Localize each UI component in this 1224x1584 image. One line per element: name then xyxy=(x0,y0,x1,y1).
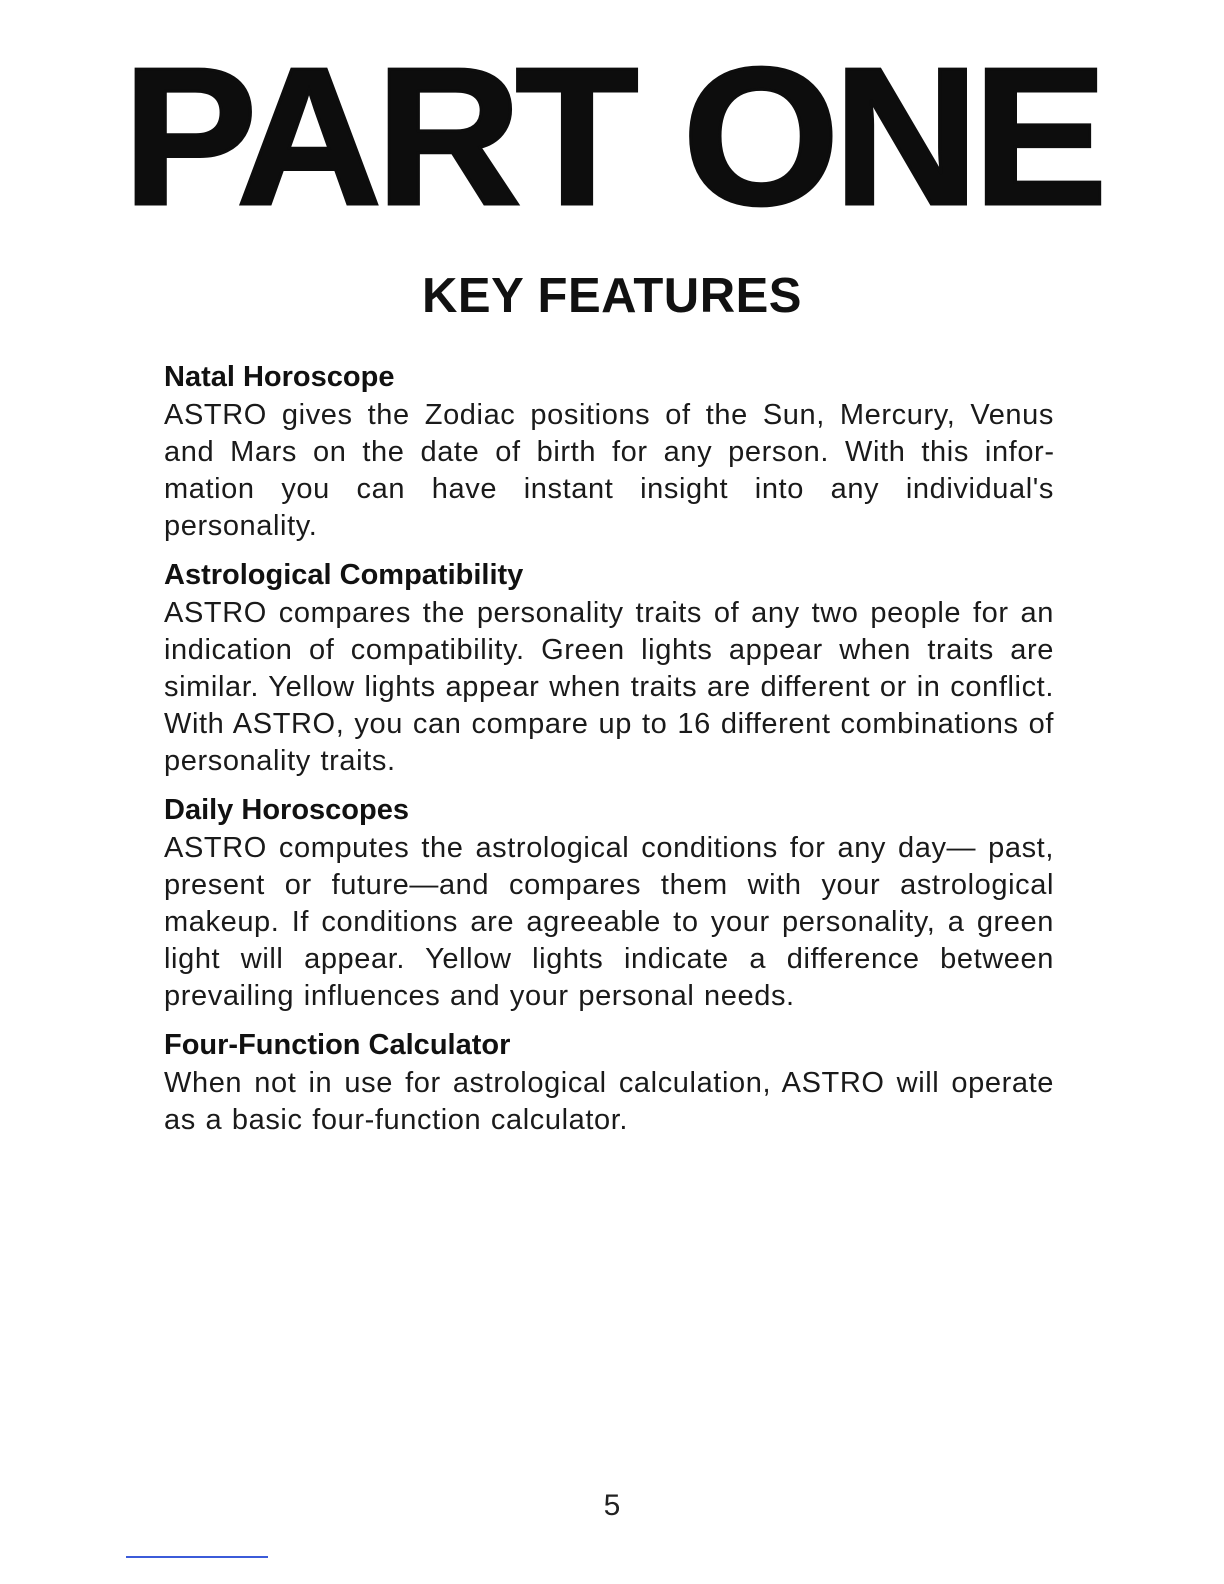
section-heading: Astrological Compatibility xyxy=(164,559,524,591)
section-heading: Four-Function Calculator xyxy=(164,1029,511,1061)
section-body: ASTRO computes the astrological conditions for any day— past, present or future—and compares them with your astrological makeup. If conditions are agreeable to your personality, a green light will appear. Yellow lights indicate a difference between prevailing influences and your personal needs. xyxy=(164,832,1054,1012)
feature-four-function-calculator xyxy=(164,1025,1054,1139)
section-body: ASTRO gives the Zodiac positions of the Sun, Mercury, Venus and Mars on the date of birth for any person. With this information you can have instant insight into any individual's personality. xyxy=(164,399,1054,542)
section-body: When not in use for astrological calculation, ASTRO will operate as a basic four-function calculator. xyxy=(164,1067,1054,1136)
section-heading: Natal Horoscope xyxy=(164,361,395,393)
section-heading: Daily Horoscopes xyxy=(164,794,409,826)
features-list xyxy=(164,357,1054,1149)
page-heading: KEY FEATURES xyxy=(422,269,802,323)
feature-astrological-compatibility xyxy=(164,555,1054,780)
feature-daily-horoscopes xyxy=(164,790,1054,1015)
feature-natal-horoscope xyxy=(164,357,1054,545)
part-title: PART ONE xyxy=(122,27,1102,246)
page-number: 5 xyxy=(603,1489,621,1522)
footer-divider xyxy=(126,1556,268,1558)
section-body: ASTRO compares the personality traits of any two people for an indication of compatibility. Green lights appear when traits are similar. Yellow lights appear when traits are different or in conflict. With ASTRO, you can compare up to 16 different combinations of personality traits. xyxy=(164,597,1054,777)
